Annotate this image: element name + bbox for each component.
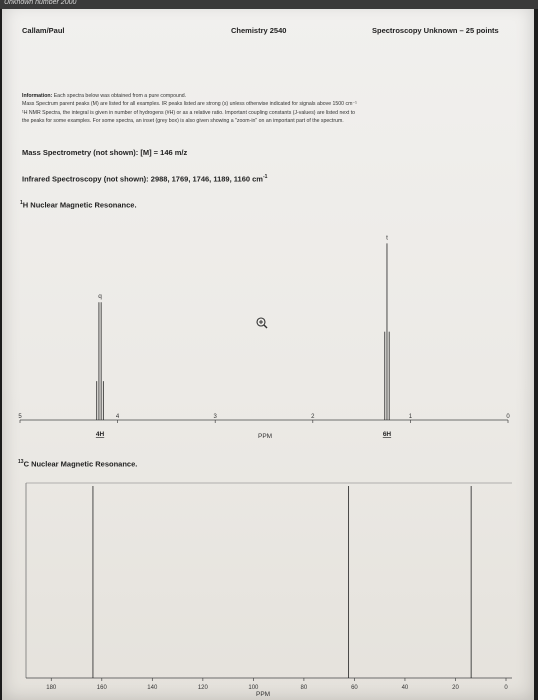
cnmr-axis-label: PPM: [256, 691, 271, 698]
hnmr-tick-label: 0: [506, 414, 510, 420]
cnmr-tick-label: 80: [300, 685, 308, 691]
hnmr-integral-label: 6H: [382, 431, 392, 438]
course-name: Chemistry 2540: [231, 26, 287, 35]
hnmr-multiplicity-label: t: [386, 234, 388, 242]
cnmr-spectrum: [2, 2, 534, 700]
hnmr-tick-label: 5: [18, 414, 22, 420]
ir-label: Infrared Spectroscopy (not shown):: [22, 174, 149, 184]
cnmr-tick-label: 140: [147, 685, 158, 691]
top-bar: [0, 0, 538, 9]
hnmr-tick-label: 1: [408, 414, 413, 420]
cnmr-tick-label: 180: [46, 685, 57, 691]
top-bar-text: Unknown number 2000: [4, 0, 77, 6]
hnmr-tick-label: 3: [213, 414, 217, 420]
document-page: [2, 2, 534, 700]
author-name: Callam/Paul: [22, 26, 65, 35]
ir-value: 2988, 1769, 1746, 1189, 1160 cm: [150, 174, 263, 184]
information-line-4: the peaks for some examples. For some spectra, an inset (grey box) is also given showing a "zoom-in" on an important part of the spectrum.: [22, 118, 344, 125]
hnmr-tick-label: 2: [311, 414, 315, 420]
cnmr-tick-label: 120: [197, 685, 208, 691]
cnmr-tick-label: 20: [452, 685, 459, 691]
hnmr-multiplicity-label: q: [98, 293, 102, 301]
information-line-1: Each spectra below was obtained from a pure compound.: [53, 93, 187, 99]
cnmr-tick-label: 100: [248, 685, 259, 691]
cnmr-tick-label: 40: [401, 685, 409, 691]
ir-unit-sup: -1: [262, 174, 268, 180]
hnmr-title-text: H Nuclear Magnetic Resonance.: [22, 200, 137, 210]
hnmr-integral-label: 4H: [95, 431, 105, 438]
cnmr-tick-label: 160: [96, 685, 107, 691]
information-line-2: Mass Spectrum parent peaks (M) are listed for all examples. IR peaks listed are strong (s) unless otherwise indicated for signals above 1500 cm⁻¹: [22, 101, 357, 108]
cnmr-tick-label: 0: [504, 685, 508, 691]
mass-spec-value: [M] = 146 m/z: [140, 148, 188, 157]
hnmr-axis-label: PPM: [258, 433, 273, 440]
information-label: Information:: [22, 93, 53, 99]
hnmr-tick-label: 4: [115, 414, 120, 420]
cnmr-title-sup: 13: [18, 459, 24, 465]
cnmr-tick-label: 60: [351, 685, 358, 691]
hnmr-title-sup: 1: [20, 200, 23, 206]
assignment-title: Spectroscopy Unknown – 25 points: [372, 26, 499, 35]
information-line-3: ¹H NMR Spectra, the integral is given in number of hydrogens (#H) or as a relative ratio. Important coupling constants (J-values) are listed next to: [22, 109, 356, 116]
cnmr-title-text: C Nuclear Magnetic Resonance.: [23, 459, 138, 469]
mass-spec-label: Mass Spectrometry (not shown):: [22, 148, 139, 157]
